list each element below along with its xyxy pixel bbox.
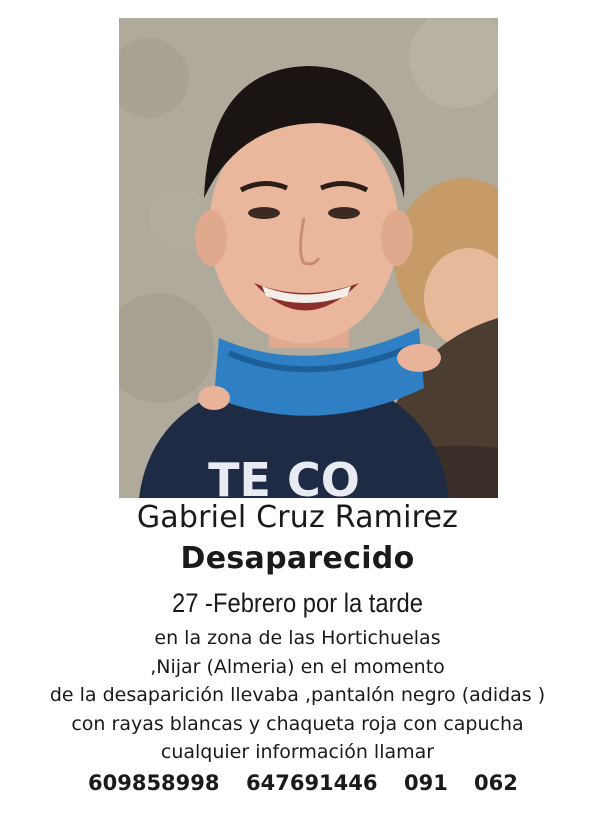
phone-number-3[interactable]: 091 <box>404 771 448 795</box>
phone-number-4[interactable]: 062 <box>474 771 518 795</box>
description-line-2: ,Nijar (Almeria) en el momento <box>150 656 445 678</box>
contact-phones <box>0 771 595 799</box>
disappearance-date: 27 -Febrero por la tarde <box>172 588 423 618</box>
phone-number-1[interactable]: 609858998 <box>88 771 220 795</box>
phone-number-2[interactable]: 647691446 <box>246 771 378 795</box>
shirt-lettering: TE CO <box>208 453 360 498</box>
missing-status-heading: Desaparecido <box>180 541 415 576</box>
description-line-5: cualquier información llamar <box>160 741 435 763</box>
missing-person-photo <box>119 18 498 498</box>
photo-illustration <box>119 18 498 498</box>
description-line-4: con rayas blancas y chaqueta roja con capucha <box>71 713 524 735</box>
person-name: Gabriel Cruz Ramirez <box>136 500 459 535</box>
description-line-1: en la zona de las Hortichuelas <box>154 627 441 649</box>
description-line-3: de la desaparición llevaba ,pantalón negro (adidas ) <box>49 684 546 706</box>
